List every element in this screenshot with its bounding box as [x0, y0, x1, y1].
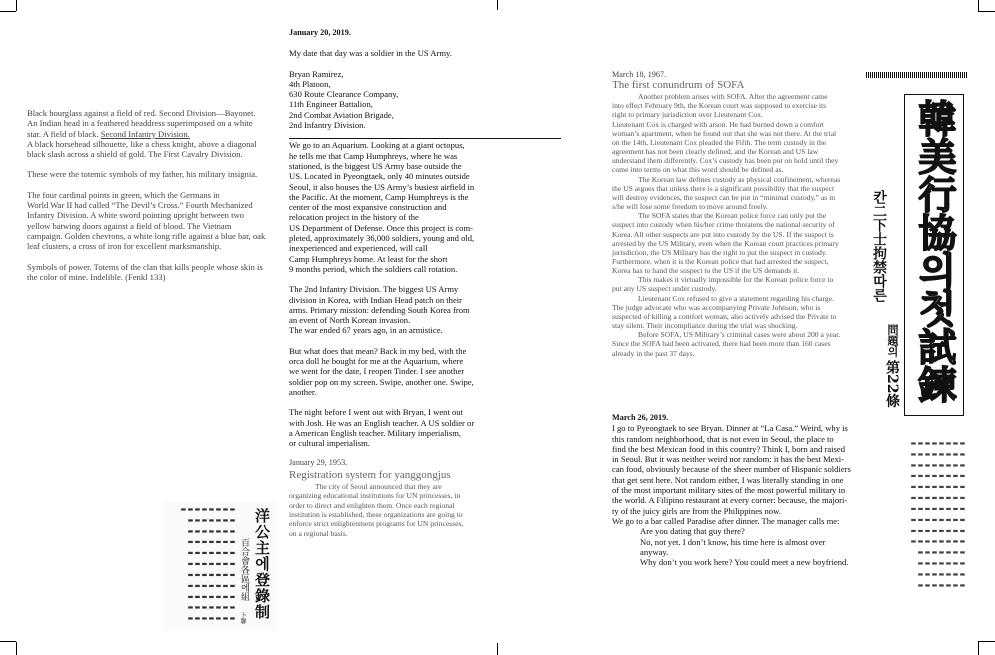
dialog-line: No, not yet. I don’t know, his time here is almost over: [640, 536, 826, 547]
middle-paragraph-3: [289, 346, 494, 397]
address-block: [289, 69, 494, 131]
entry-date: January 20, 2019.: [289, 28, 351, 37]
clipping-headline: 韓美行協의첫試鍊: [912, 99, 957, 403]
text-line: understand them differently. Cox’s custody has been put on hold until they: [612, 156, 839, 166]
sofa-paragraph-7: [612, 330, 864, 357]
text-line: Infantry Division. A white sword pointing upright between two: [27, 210, 244, 221]
text-line: ty of the juicy girls are from the Philippines now.: [612, 505, 781, 516]
text-line: in Seoul. But it was neither weird nor random: it has the best Mexi-: [612, 454, 844, 465]
left-paragraph-3: [27, 190, 277, 252]
address-line: Bryan Ramirez,: [289, 68, 344, 79]
text-line: s/he will lose some freedom to move around freely.: [612, 202, 768, 212]
text-line: The war ended 67 years ago, in an armistice.: [289, 325, 443, 336]
clipping-date: March 18, 1967.: [612, 70, 667, 79]
text-line: 9 months period, which the soldiers call rotation.: [289, 263, 458, 274]
clipping-article-number: 第22條: [884, 360, 900, 408]
header-strip: [866, 72, 968, 78]
text-line: right to primary jurisdiction over Lieutenant Cox.: [612, 110, 763, 120]
text-line: leaf clusters, a cross of iron for excellent marksmanship.: [27, 241, 222, 252]
text-line: find the best Mexican food in this country? Think I, born and raised: [612, 443, 846, 454]
headline-box: [904, 94, 964, 416]
text-line: The judge advocate who was accompanying Private Johnson, who is: [612, 302, 821, 312]
underlined-division-name: Second Infantry Division.: [100, 128, 190, 139]
text-line: stationed, is the biggest US Army base outside the: [289, 160, 462, 171]
text-line: Korea has to hand the suspect to the US if the US demands it.: [612, 266, 800, 276]
text-line: orca doll he bought for me at the Aquarium, where: [289, 356, 464, 367]
intro-line: My date that day was a soldier in the US Army.: [289, 48, 452, 59]
text-line: Furthermore, when it is the Korean police that had arrested the suspect,: [612, 256, 829, 266]
sofa-paragraph-6: [612, 294, 864, 331]
text-line: An Indian head in a feathered headdress superimposed on a white: [27, 118, 253, 129]
crop-mark: [16, 642, 17, 655]
text-line: Since the SOFA had been activated, there had been more than 160 cases: [612, 339, 831, 349]
sofa-paragraph-4: [612, 211, 864, 275]
text-line: he tells me that Camp Humphreys, where he was: [289, 150, 458, 161]
text-line: The 2nd Infantry Division. The biggest US Army: [289, 284, 459, 295]
crop-mark: [978, 642, 979, 655]
sofa-paragraph-2: [612, 120, 864, 175]
text-line: We go to a bar called Paradise after dinner. The manager calls me:: [612, 515, 840, 526]
text-line: come into terms on what this word should be defined as.: [612, 165, 784, 175]
crop-mark: [16, 0, 17, 11]
text-line: US Department of Defense. Once this project is com-: [289, 222, 473, 233]
text-line: pleted, approximately 36,000 soldiers, young and old,: [289, 233, 475, 244]
newspaper-clipping-left: [164, 502, 276, 630]
text-line: on the 14th, Lieutenant Cox pleaded the Fifth. The term custody in the: [612, 137, 827, 147]
text-line: of the most important military sites of the most powerful military in: [612, 485, 846, 496]
left-column: [27, 108, 277, 282]
clipping-subhead-2: 問題의: [886, 324, 899, 357]
text-line: arms. Primary mission: defending South Korea from: [289, 304, 470, 315]
left-paragraph-1: [27, 108, 277, 159]
text-line: stay silent. Their incompliance during the trial was shocking.: [612, 321, 798, 331]
text-line: organizing educational institutions for UN princesses, in: [289, 491, 461, 501]
diary-paragraph: [612, 423, 874, 526]
right-column-bottom: [612, 413, 874, 567]
text-line: This makes it virtually impossible for the Korean police force to: [638, 275, 834, 285]
left-paragraph-2: [27, 169, 277, 179]
text-line: Before SOFA, US Military’s criminal cases were about 200 a year.: [638, 330, 841, 340]
text-line: the US argues that unless there is a significant possibility that the suspect: [612, 183, 835, 193]
text-line: arrested by the US Military, even when the Korean court practices primary: [612, 238, 839, 248]
text-line: this random neighborhood, that is not even in Seoul, the place to: [612, 433, 834, 444]
clipping-subhead: 칸二下士拘禁따른: [871, 190, 887, 302]
text-line: can food, obviously because of the sheer number of Hispanic soldiers: [612, 464, 851, 475]
text-line: Camp Humphreys home. At least for the short: [289, 253, 448, 264]
sofa-paragraph-3: [612, 175, 864, 212]
text-line: jurisdiction, the US Military has the right to put the suspect in custody.: [612, 247, 828, 257]
crop-mark: [978, 11, 995, 12]
entry-date: March 26, 2019.: [612, 413, 669, 422]
sofa-paragraph-1: [612, 92, 864, 119]
text-line: US. Located in Pyeongtaek, only 40 minutes outside: [289, 171, 470, 182]
newspaper-clipping-right: [866, 72, 968, 592]
text-line: campaign. Golden chevrons, a white long rifle against a blue bar, oak: [27, 230, 266, 241]
text-line: Korea. All other suspects are put into custody by the US. If the suspect is: [612, 229, 834, 239]
text-line: star. A field of black.: [27, 128, 99, 139]
text-line: institution is established, these organizations are going to: [289, 509, 463, 519]
clipping-title: The first conundrum of SOFA: [612, 79, 745, 92]
middle-paragraph-1: [289, 140, 494, 274]
text-line: Lieutenant Cox is charged with arson. He had burned down a comfort: [612, 119, 825, 129]
sofa-paragraph-5: [612, 275, 864, 293]
right-column-top: [612, 70, 864, 358]
address-line: 630 Route Clearance Company,: [289, 89, 399, 100]
text-line: We go to an Aquarium. Looking at a giant octopus,: [289, 140, 465, 151]
text-line: The city of Seoul announced that they are: [315, 481, 442, 491]
clipping-title: Registration system for yanggongjus: [289, 468, 451, 481]
text-line: already in the past 37 days.: [612, 348, 695, 358]
crop-mark: [497, 0, 498, 10]
text-line: Seoul, it also houses the US Army’s busiest airfield in: [289, 181, 475, 192]
middle-paragraph-2: [289, 284, 494, 335]
text-line: will destroy evidences, the suspect can be put in “minimal custody,” as in: [612, 192, 836, 202]
text-line: order to direct and enlighten them. Once each regional: [289, 500, 455, 510]
text-line: agreement has not been clearly defined, and the Korean and US law: [612, 147, 819, 157]
text-line: put any US suspect under custody.: [612, 284, 717, 294]
text-line: the Pacific. At the moment, Camp Humphreys is the: [289, 191, 469, 202]
text-line: center of the most expansive construction and: [289, 202, 447, 213]
middle-column: [289, 28, 494, 538]
text-line: that get sent here. Not random either, I was literally standing in one: [612, 474, 844, 485]
clipping-subhead: 百合會各區에組: [239, 538, 249, 601]
clipping-translation: [289, 482, 494, 538]
text-line: a American English teacher. Military imperialism,: [289, 427, 462, 438]
text-line: with Josh. He was an English teacher. A US soldier or: [289, 417, 475, 428]
text-line: The SOFA states that the Korean police force can only put the: [638, 211, 827, 221]
text-line: World War II had called “The Devil’s Cross.” Fourth Mechanized: [27, 200, 253, 211]
text-line: into effect February 9th, the Korean court was supposed to exercise its: [612, 101, 827, 111]
text-line: These were the totemic symbols of my father, his military insignia.: [27, 169, 258, 180]
text-line: the world. A Filipino restaurant at every corner: because, the majori-: [612, 495, 848, 506]
address-line: 4th Platoon,: [289, 78, 331, 89]
text-line: or cultural imperialism.: [289, 438, 370, 449]
text-line: The Korean law defines custody as physical confinement, whereas: [638, 174, 841, 184]
text-line: relocation project in the history of the: [289, 212, 419, 223]
text-line: on a regional basis.: [289, 528, 348, 538]
text-line: Lieutenant Cox refused to give a statement regarding his charge.: [638, 293, 834, 303]
crop-mark: [978, 0, 979, 11]
text-line: Black hourglass against a field of red. Second Division—Bayonet.: [27, 108, 256, 118]
dialog-block: [612, 526, 874, 567]
text-line: Symbols of power. Totems of the clan that kills people whose skin is: [27, 261, 263, 272]
text-line: an event of North Korean invasion.: [289, 315, 411, 326]
dialog-line: Why don’t you work here? You could meet a new boyfriend.: [640, 557, 849, 568]
text-line: inexperienced and experienced, will call: [289, 243, 428, 254]
text-line: The night before I went out with Bryan, I went out: [289, 407, 463, 418]
text-line: soldier pop on my screen. Swipe, another one. Swipe,: [289, 376, 474, 387]
address-line: 11th Engineer Battalion,: [289, 99, 373, 110]
text-line: The four cardinal points in green, which the Germans in: [27, 189, 220, 200]
text-line: division in Korea, with Indian Head patch on their: [289, 294, 463, 305]
text-line: we went for the date, I reopen Tinder. I see another: [289, 366, 465, 377]
crop-mark: [0, 641, 16, 642]
address-line: 2nd Infantry Division.: [289, 120, 366, 131]
text-line: enforce strict enlightenment programs for UN princesses,: [289, 519, 464, 529]
middle-paragraph-4: [289, 407, 494, 448]
text-line: another.: [289, 386, 317, 397]
text-line: black slash across a shield of gold. The First Cavalry Division.: [27, 149, 243, 160]
clipping-date: January 29, 1953.: [289, 458, 348, 468]
text-line: Another problem arises with SOFA. After the agreement came: [638, 92, 828, 102]
left-paragraph-4: [27, 262, 277, 283]
crop-mark: [978, 641, 995, 642]
dialog-line: anyway.: [640, 546, 669, 557]
clipping-headline: 洋公主에登錄制: [253, 508, 271, 620]
text-line: suspected of killing a comfort woman, also actively advised the Private to: [612, 311, 837, 321]
text-line: yellow batwing doors against a field of blood. The Vietnam: [27, 220, 232, 231]
clipping-byline: 卜聯: [239, 612, 246, 624]
dialog-line: Are you dating that guy there?: [640, 526, 745, 537]
text-line: the color of mine. Indelible. (Fenkl 133): [27, 271, 166, 282]
text-line: I go to Pyeongtaek to see Bryan. Dinner at “La Casa.” Weird, why is: [612, 423, 848, 434]
address-line: 2nd Combat Aviation Brigade,: [289, 109, 394, 120]
text-line: suspect into custody when his/her crime threatens the national security of: [612, 220, 835, 230]
text-line: But what does that mean? Back in my bed, with the: [289, 345, 467, 356]
text-line: A black horsehead silhouette, like a chess knight, above a diagonal: [27, 138, 257, 149]
clipping-body-text: ▬ ▬ ▬ ▬ ▬ ▬ ▬ ▬ ▬ ▬ ▬ ▬ ▬ ▬ ▬ ▬ ▬ ▬ ▬ ▬ ▬ ▬ ▬ ▬ ▬ ▬ ▬ ▬ ▬ ▬ ▬ ▬ ▬ ▬ ▬ ▬ ▬ ▬ ▬ ▬ ▬ ▬ ▬ ▬ ▬ ▬ ▬ ▬ ▬ ▬ ▬ ▬ ▬ ▬ ▬ ▬ ▬ ▬ ▬ ▬ ▬ ▬ ▬ ▬ ▬ ▬ ▬ ▬ ▬ ▬ ▬ ▬ ▬ ▬ ▬ ▬ ▬ ▬ ▬ ▬ ▬ ▬ ▬ ▬ ▬ ▬ ▬ ▬ ▬ ▬ ▬ ▬ ▬ ▬ ▬ ▬ ▬ ▬ ▬ ▬ ▬ ▬ ▬ ▬ ▬ ▬ ▬ ▬: [910, 440, 966, 590]
crop-mark: [497, 643, 498, 655]
clipping-body-text: ▬ ▬ ▬ ▬ ▬ ▬ ▬ ▬ ▬ ▬ ▬ ▬ ▬ ▬ ▬ ▬ ▬ ▬ ▬ ▬ ▬ ▬ ▬ ▬ ▬ ▬ ▬ ▬ ▬ ▬ ▬ ▬ ▬ ▬ ▬ ▬ ▬ ▬ ▬ ▬ ▬ ▬ ▬ ▬ ▬ ▬ ▬ ▬ ▬ ▬ ▬ ▬ ▬ ▬ ▬ ▬ ▬ ▬ ▬ ▬ ▬ ▬ ▬ ▬ ▬ ▬ ▬ ▬ ▬ ▬ ▬ ▬ ▬ ▬ ▬ ▬ ▬ ▬: [180, 506, 236, 624]
crop-mark: [0, 11, 16, 12]
text-line: woman’s apartment, when he found out that she was not there. At the trial: [612, 128, 837, 138]
